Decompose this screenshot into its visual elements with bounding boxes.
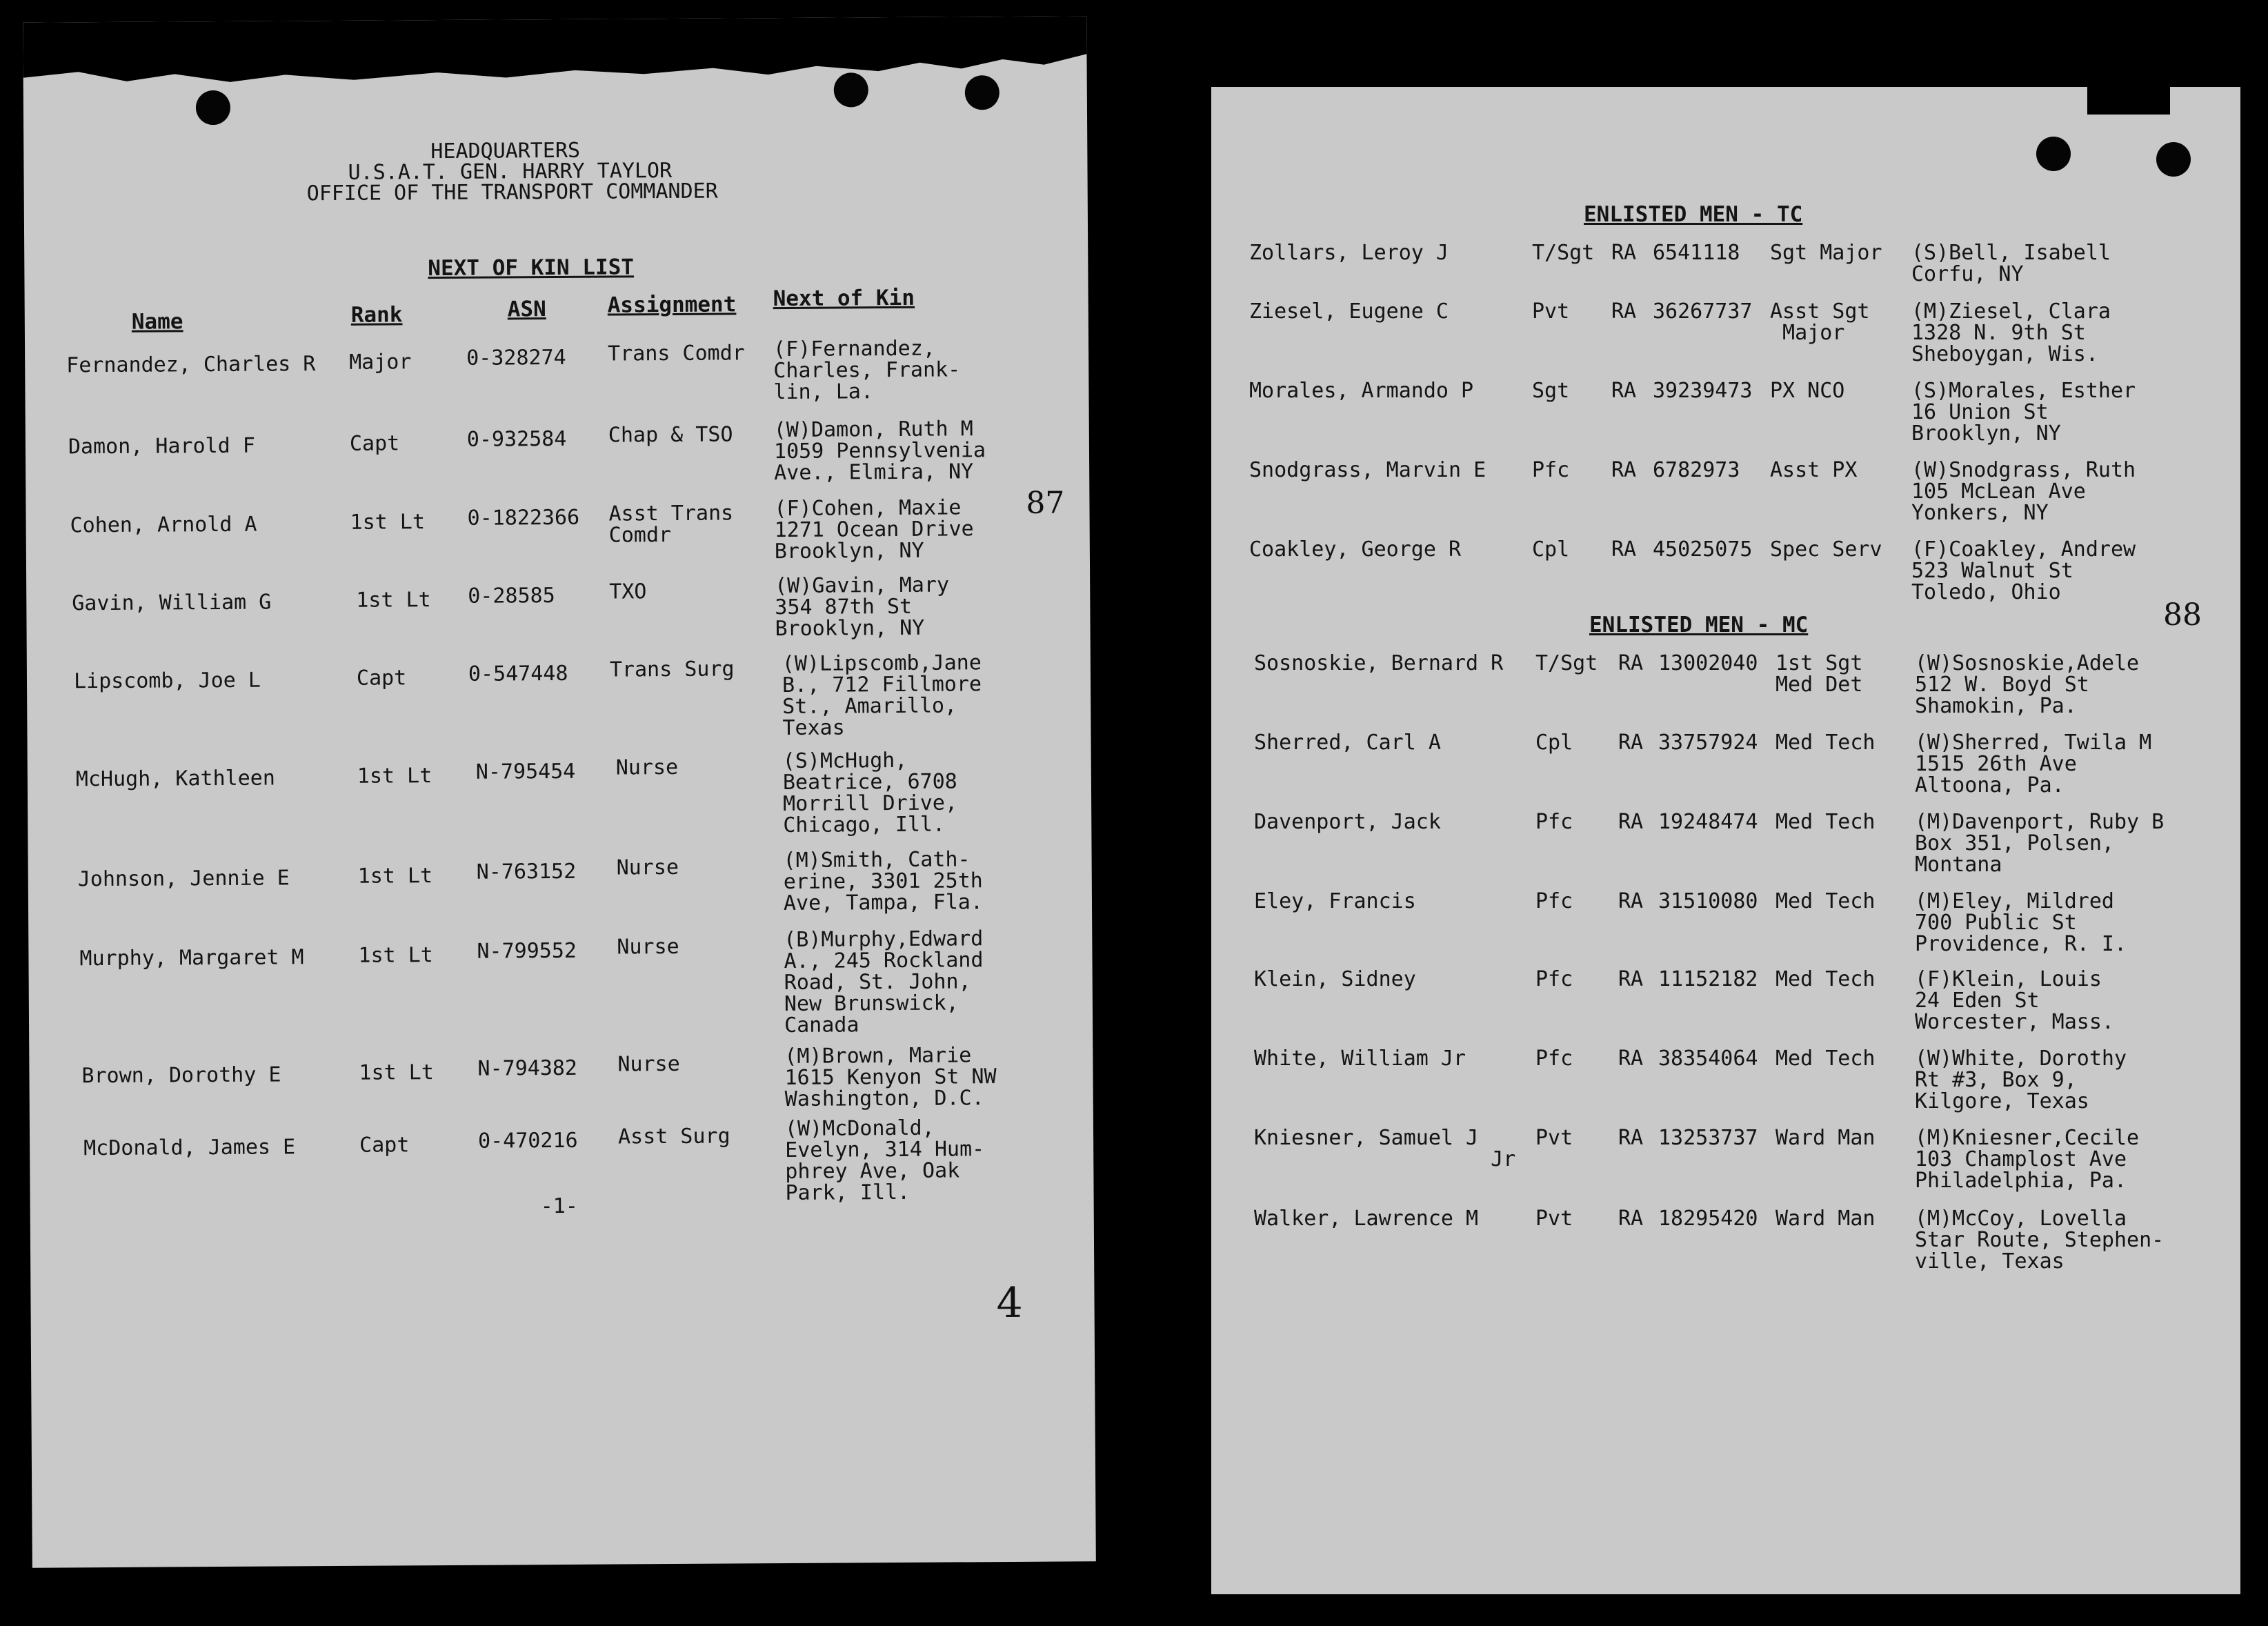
row-asn: 11152182: [1658, 967, 1758, 991]
row-assignment: Nurse: [616, 855, 679, 880]
row-next-of-kin: (F)Klein, Louis 24 Eden St Worcester, Mass.: [1915, 967, 2114, 1034]
row-name: Klein, Sidney: [1254, 967, 1416, 991]
row-next-of-kin: (F)Coakley, Andrew 523 Walnut St Toledo, Ohio: [1911, 537, 2136, 604]
row-asn: 36267737: [1653, 299, 1753, 324]
row-grade: Pfc: [1535, 889, 1573, 913]
row-assignment: Asst Surg: [617, 1124, 730, 1149]
punch-hole: [196, 90, 230, 125]
row-asn: 0-1822366: [467, 505, 580, 531]
row-rank: 1st Lt: [350, 510, 426, 535]
row-next-of-kin: (M)Davenport, Ruby B Box 351, Polsen, Montana: [1915, 810, 2165, 877]
column-header-asn: ASN: [507, 297, 546, 322]
row-asn: 38354064: [1658, 1047, 1758, 1071]
row-asn: 45025075: [1653, 537, 1753, 562]
row-name: Brown, Dorothy E: [81, 1062, 281, 1089]
row-next-of-kin: (W)McDonald, Evelyn, 314 Hum- phrey Ave, Oak Park, Ill.: [784, 1116, 985, 1205]
row-next-of-kin: (W)Gavin, Mary 354 87th St Brooklyn, NY: [775, 573, 950, 642]
row-prefix: RA: [1611, 299, 1637, 324]
row-assignment: TXO: [609, 579, 647, 604]
row-duty: Med Tech: [1775, 810, 1876, 834]
row-name: Gavin, William G: [72, 590, 272, 616]
page-number: -1-: [540, 1193, 578, 1219]
punch-hole: [965, 75, 999, 110]
section-title-tc: ENLISTED MEN - TC: [1584, 202, 1803, 227]
row-grade: Cpl: [1535, 731, 1573, 755]
row-grade: Sgt: [1532, 379, 1570, 403]
torn-corner: [2087, 87, 2170, 115]
row-asn: 33757924: [1658, 731, 1758, 755]
row-asn: 31510080: [1658, 889, 1758, 913]
row-assignment: Trans Surg: [609, 657, 735, 682]
row-prefix: RA: [1611, 458, 1637, 482]
row-rank: Capt: [349, 431, 400, 456]
right-document-page: [1211, 87, 2240, 1594]
row-next-of-kin: (W)Lipscomb,Jane B., 712 Fillmore St., Amarillo, Texas: [782, 650, 982, 740]
row-name: Johnson, Jennie E: [77, 866, 290, 892]
header-line-3: OFFICE OF THE TRANSPORT COMMANDER: [306, 179, 718, 206]
row-next-of-kin: (W)Snodgrass, Ruth 105 McLean Ave Yonkers, NY: [1911, 458, 2136, 525]
column-header-rank: Rank: [350, 302, 403, 328]
row-asn: 6541118: [1653, 241, 1740, 265]
row-rank: Major: [349, 350, 412, 375]
row-next-of-kin: (M)Ziesel, Clara 1328 N. 9th St Sheboygan, Wis.: [1911, 299, 2111, 366]
row-name: Lipscomb, Joe L: [73, 668, 261, 694]
column-header-assignment: Assignment: [607, 292, 737, 318]
row-next-of-kin: (M)Brown, Marie 1615 Kenyon St NW Washington, D.C.: [784, 1043, 997, 1112]
header-line-1: HEADQUARTERS: [430, 138, 581, 164]
row-name: Cohen, Arnold A: [70, 512, 257, 538]
row-rank: 1st Lt: [359, 1060, 434, 1085]
row-duty: Ward Man: [1775, 1207, 1876, 1231]
row-next-of-kin: (S)Bell, Isabell Corfu, NY: [1911, 241, 2111, 286]
row-assignment: Nurse: [615, 755, 679, 780]
punch-hole: [2156, 142, 2191, 177]
column-header-next-of-kin: Next of Kin: [773, 285, 915, 312]
row-next-of-kin: (M)McCoy, Lovella Star Route, Stephen- ville, Texas: [1915, 1207, 2165, 1273]
row-name: Damon, Harold F: [68, 433, 255, 459]
row-prefix: RA: [1618, 889, 1644, 913]
row-prefix: RA: [1618, 1126, 1644, 1150]
row-asn: 13253737: [1658, 1126, 1758, 1150]
punch-hole: [834, 72, 868, 107]
row-asn: N-795454: [475, 759, 576, 784]
row-next-of-kin: (S)McHugh, Beatrice, 6708 Morrill Drive, Chicago, Ill.: [782, 748, 958, 838]
row-rank: 1st Lt: [358, 943, 433, 968]
row-asn: N-794382: [477, 1055, 578, 1081]
row-grade: Pvt: [1535, 1207, 1573, 1231]
row-prefix: RA: [1611, 537, 1637, 562]
row-asn: 0-932584: [466, 426, 567, 452]
row-assignment: Nurse: [617, 1051, 680, 1077]
row-name: Fernandez, Charles R: [66, 352, 316, 378]
row-name: Zollars, Leroy J: [1249, 241, 1449, 265]
row-name: Sosnoskie, Bernard R: [1254, 651, 1504, 675]
punch-hole: [2036, 137, 2071, 171]
row-next-of-kin: (B)Murphy,Edward A., 245 Rockland Road, St. John, New Brunswick, Canada: [784, 926, 984, 1038]
row-rank: Capt: [356, 666, 407, 691]
row-asn: 0-28585: [468, 584, 555, 608]
row-grade: T/Sgt: [1532, 241, 1595, 265]
row-asn: 18295420: [1658, 1207, 1758, 1231]
row-name: Morales, Armando P: [1249, 379, 1474, 403]
row-asn: 6782973: [1653, 458, 1740, 482]
row-assignment: Trans Comdr: [608, 341, 745, 366]
row-grade: Pfc: [1535, 1047, 1573, 1071]
row-duty: Med Tech: [1775, 967, 1876, 991]
row-asn: 39239473: [1653, 379, 1753, 403]
row-asn: 19248474: [1658, 810, 1758, 834]
row-next-of-kin: (W)Sosnoskie,Adele 512 W. Boyd St Shamokin, Pa.: [1915, 651, 2140, 718]
row-duty: 1st Sgt Med Det: [1775, 651, 1863, 697]
list-title: NEXT OF KIN LIST: [428, 255, 635, 281]
handwritten-mark: 4: [996, 1278, 1023, 1328]
row-duty: Ward Man: [1775, 1126, 1876, 1150]
row-next-of-kin: (M)Kniesner,Cecile 103 Champlost Ave Philadelphia, Pa.: [1915, 1126, 2140, 1193]
header-line-2: U.S.A.T. GEN. HARRY TAYLOR: [348, 158, 673, 185]
row-grade: T/Sgt: [1535, 651, 1598, 675]
row-next-of-kin: (S)Morales, Esther 16 Union St Brooklyn, NY: [1911, 379, 2136, 446]
margin-number: 88: [2163, 597, 2202, 633]
row-prefix: RA: [1618, 1047, 1644, 1071]
row-asn: 0-470216: [477, 1128, 578, 1153]
row-next-of-kin: (W)Sherred, Twila M 1515 26th Ave Altoona, Pa.: [1915, 731, 2152, 797]
margin-number: 87: [1026, 485, 1065, 521]
row-next-of-kin: (F)Fernandez, Charles, Frank- lin, La.: [773, 336, 961, 405]
row-grade: Pfc: [1535, 810, 1573, 834]
row-duty: Med Tech: [1775, 1047, 1876, 1071]
section-title-mc: ENLISTED MEN - MC: [1589, 613, 1809, 637]
row-prefix: RA: [1611, 379, 1637, 403]
row-next-of-kin: (W)Damon, Ruth M 1059 Pennsylvenia Ave., Elmira, NY: [773, 417, 986, 486]
row-duty: Spec Serv: [1770, 537, 1882, 562]
row-name: Snodgrass, Marvin E: [1249, 458, 1486, 482]
row-asn: 0-328274: [466, 345, 566, 370]
row-next-of-kin: (M)Eley, Mildred 700 Public St Providence, R. I.: [1915, 889, 2127, 956]
row-duty: Asst PX: [1770, 458, 1858, 482]
row-name: McDonald, James E: [83, 1135, 296, 1161]
column-header-name: Name: [131, 309, 183, 335]
row-grade: Pfc: [1535, 967, 1573, 991]
row-name: White, William Jr: [1254, 1047, 1466, 1071]
row-name: Coakley, George R: [1249, 537, 1462, 562]
row-name: McHugh, Kathleen: [75, 766, 275, 792]
row-name: Kniesner, Samuel J Jr: [1254, 1126, 1516, 1171]
row-prefix: RA: [1618, 810, 1644, 834]
row-next-of-kin: (M)Smith, Cath- erine, 3301 25th Ave, Tampa, Fla.: [783, 847, 984, 916]
row-rank: 1st Lt: [357, 864, 433, 889]
row-grade: Pvt: [1532, 299, 1570, 324]
row-asn: 0-547448: [468, 661, 568, 686]
row-duty: Sgt Major: [1770, 241, 1882, 265]
row-name: Davenport, Jack: [1254, 810, 1441, 834]
row-assignment: Chap & TSO: [608, 422, 733, 448]
row-prefix: RA: [1618, 967, 1644, 991]
row-next-of-kin: (F)Cohen, Maxie 1271 Ocean Drive Brooklyn, NY: [774, 495, 974, 564]
row-duty: Med Tech: [1775, 731, 1876, 755]
torn-edge: [23, 16, 1087, 84]
row-next-of-kin: (W)White, Dorothy Rt #3, Box 9, Kilgore, Texas: [1915, 1047, 2127, 1113]
row-name: Walker, Lawrence M: [1254, 1207, 1479, 1231]
row-assignment: Asst Trans Comdr: [608, 501, 734, 548]
row-duty: Asst Sgt Major: [1770, 299, 1870, 345]
row-assignment: Nurse: [617, 934, 679, 960]
row-name: Eley, Francis: [1254, 889, 1416, 913]
row-asn: N-799552: [477, 938, 577, 964]
row-prefix: RA: [1611, 241, 1637, 265]
row-prefix: RA: [1618, 731, 1644, 755]
row-grade: Cpl: [1532, 537, 1570, 562]
row-duty: Med Tech: [1775, 889, 1876, 913]
row-prefix: RA: [1618, 651, 1644, 675]
row-asn: 13002040: [1658, 651, 1758, 675]
row-asn: N-763152: [476, 859, 577, 884]
row-duty: PX NCO: [1770, 379, 1845, 403]
row-rank: 1st Lt: [356, 588, 431, 613]
row-prefix: RA: [1618, 1207, 1644, 1231]
row-rank: 1st Lt: [357, 764, 432, 789]
row-name: Ziesel, Eugene C: [1249, 299, 1449, 324]
row-grade: Pfc: [1532, 458, 1570, 482]
row-name: Murphy, Margaret M: [79, 945, 304, 971]
row-name: Sherred, Carl A: [1254, 731, 1441, 755]
row-rank: Capt: [359, 1133, 410, 1158]
left-document-page: [23, 16, 1096, 1567]
row-grade: Pvt: [1535, 1126, 1573, 1150]
